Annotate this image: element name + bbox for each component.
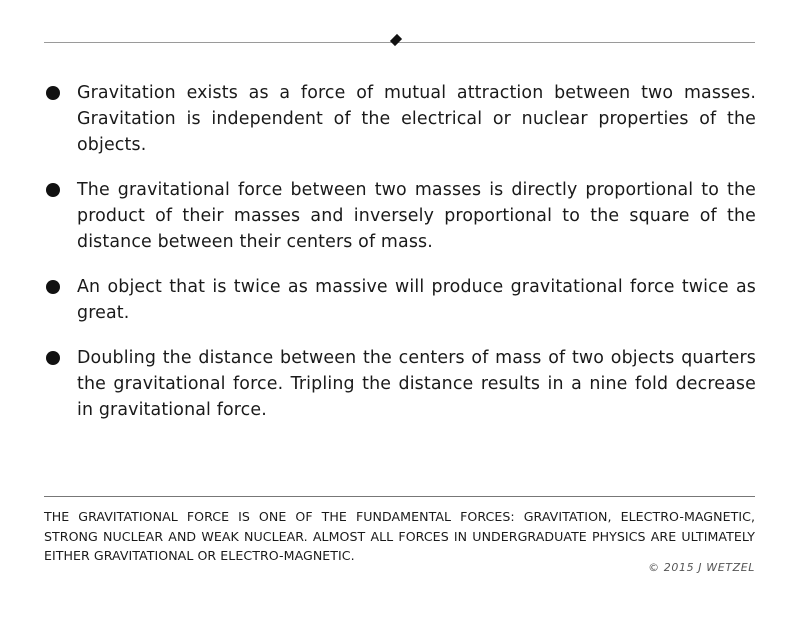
bullet-item [44,345,756,423]
bullet-list [44,80,756,442]
bullet-dot-icon [46,86,60,100]
bullet-item [44,177,756,255]
copyright: © 2015 J WETZEL [648,561,755,574]
bottom-divider [44,496,755,497]
bullet-dot-icon [46,183,60,197]
footnote: THE GRAVITATIONAL FORCE IS ONE OF THE FUNDAMENTAL FORCES: GRAVITATION, ELECTRO-MAGNETIC, STRONG NUCLEAR AND WEAK NUCLEAR. ALMOST ALL FORCES IN UNDERGRADUATE PHYSICS ARE ULTIMATELY EITHER GRAVITATIONAL OR ELECTRO-MAGNETIC. [44,509,755,563]
bullet-text: Gravitation exists as a force of mutual attraction between two masses. Gravitation is independent of the electrical or nuclear properties of the objects. [77,83,756,155]
bullet-item [44,80,756,158]
bullet-item [44,274,756,326]
bullet-text: An object that is twice as massive will produce gravitational force twice as great. [77,277,756,323]
bullet-text: The gravitational force between two masses is directly proportional to the product of their masses and inversely proportional to the square of the distance between their centers of mass. [77,180,756,252]
bullet-text: Doubling the distance between the centers of mass of two objects quarters the gravitational force. Tripling the distance results in a nine fold decrease in gravitational force. [77,348,756,420]
top-divider [44,42,755,43]
bullet-dot-icon [46,280,60,294]
bullet-dot-icon [46,351,60,365]
diamond-icon [390,34,402,46]
